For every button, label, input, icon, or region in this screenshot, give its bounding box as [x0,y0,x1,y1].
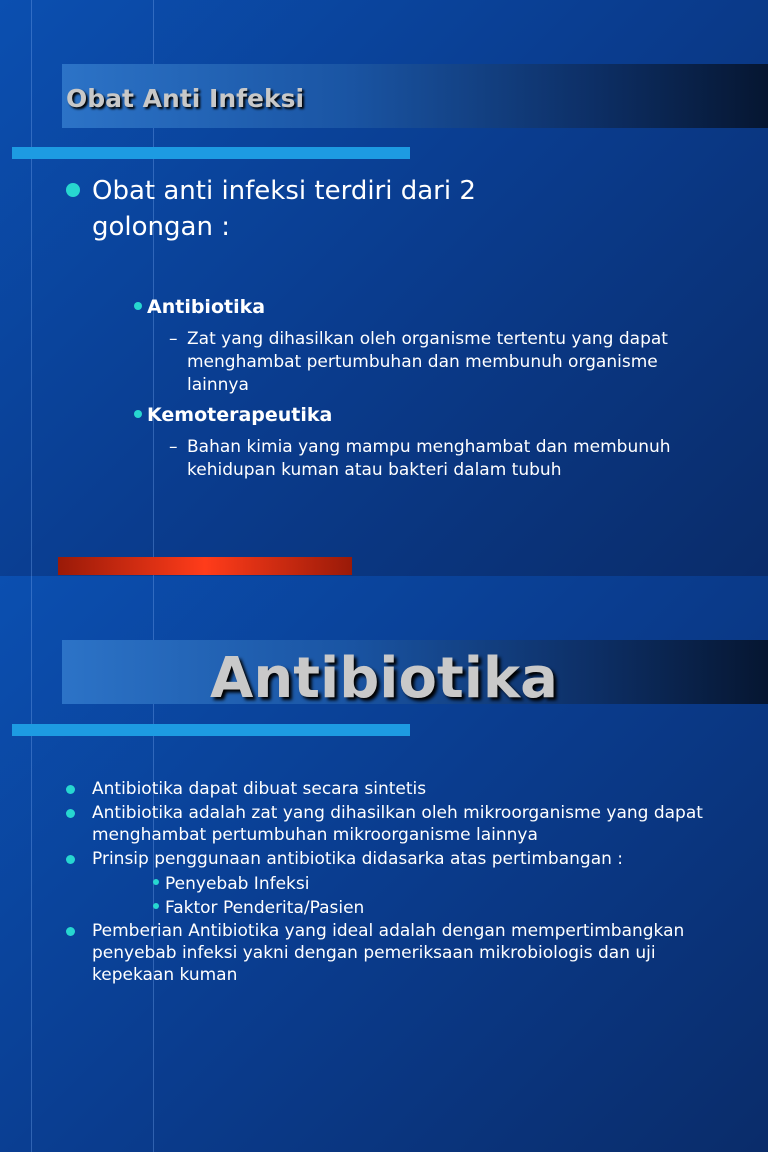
dash-icon: – [169,329,178,349]
bullet-dot-icon [153,879,159,885]
bullet-dot-icon [134,410,142,418]
dash-item [169,328,689,397]
list-item-text: Antibiotika dapat dibuat secara sintetis [92,779,427,799]
list-item-text: Pemberian Antibiotika yang ideal adalah dengan mempertimbangkan penyebab infeksi yakni dengan pemeriksaan mikrobiologis dan uji kepekaan kuman [92,921,685,985]
list-item [66,920,716,986]
sub-bullet-heading: Antibiotika [147,296,266,318]
list-item-text: Antibiotika adalah zat yang dihasilkan oleh mikroorganisme yang dapat menghambat pertumbuhan mikroorganisme lainnya [92,803,703,845]
sub-list-item [66,896,716,920]
slide-title: Obat Anti Infeksi [66,84,305,113]
sub-list-item-text: Faktor Penderita/Pasien [165,898,365,918]
slide-2 [0,576,768,1152]
bullet-list [66,778,716,988]
bullet-dot-icon [66,927,75,936]
list-item [66,778,716,800]
sub-bullet-kemoterapeutika [134,404,332,426]
sub-list-item [66,872,716,896]
list-item [66,802,716,846]
dash-item-text: Zat yang dihasilkan oleh organisme tertentu yang dapat menghambat pertumbuhan dan membunuh organisme lainnya [187,329,668,395]
bullet-dot-icon [134,302,142,310]
accent-bar [12,147,410,159]
main-bullet-text: Obat anti infeksi terdiri dari 2 golongan : [92,176,476,242]
main-bullet [66,173,586,245]
slide-title: Antibiotika [210,646,558,711]
bullet-dot-icon [153,903,159,909]
list-item [66,848,716,870]
bullet-dot-icon [66,183,80,197]
bullet-dot-icon [66,809,75,818]
vertical-guide-line [31,0,32,576]
list-item-text: Prinsip penggunaan antibiotika didasarka atas pertimbangan : [92,849,624,869]
dash-item-text: Bahan kimia yang mampu menghambat dan membunuh kehidupan kuman atau bakteri dalam tubuh [187,437,671,480]
sub-bullet-antibiotika [134,296,265,318]
accent-bar [12,724,410,736]
dash-icon: – [169,437,178,457]
dash-item [169,436,689,482]
orange-accent-bar [58,557,352,575]
sub-list-item-text: Penyebab Infeksi [165,874,310,894]
bullet-dot-icon [66,855,75,864]
bullet-dot-icon [66,785,75,794]
sub-bullet-heading: Kemoterapeutika [147,404,333,426]
